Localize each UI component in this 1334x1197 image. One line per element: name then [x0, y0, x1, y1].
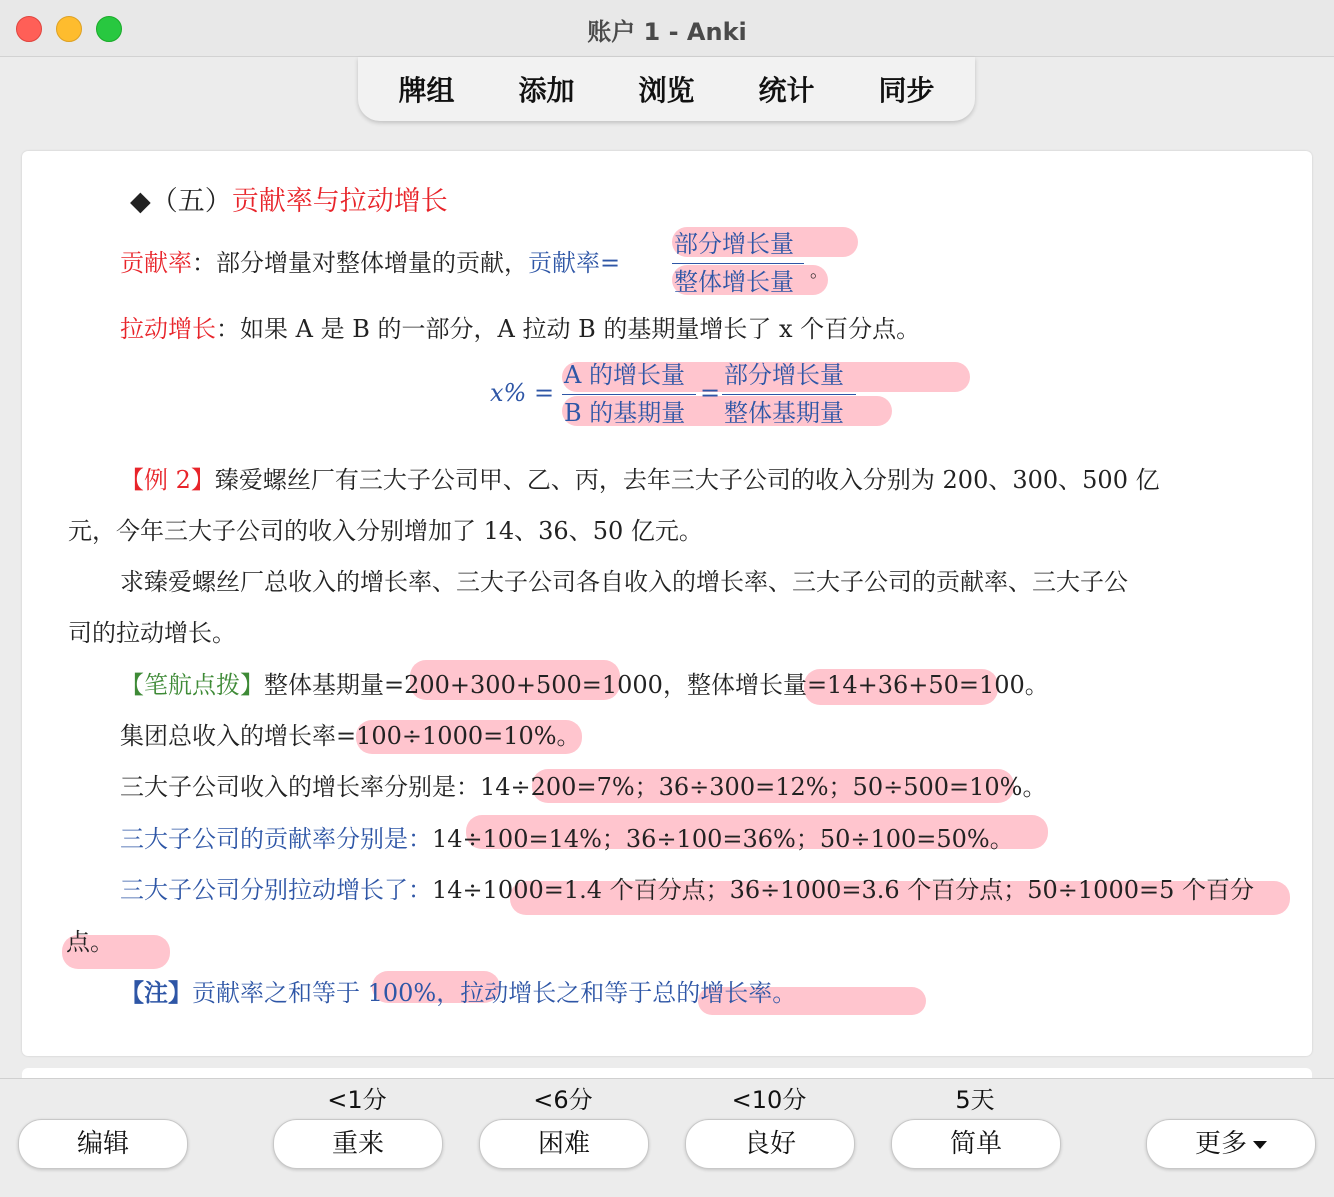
toolbar-stats[interactable]: 统计 [758, 74, 815, 107]
easy-button[interactable]: 简单 [891, 1119, 1061, 1169]
example-text-2: 元，今年三大子公司的收入分别增加了 14、36、50 亿元。 [68, 517, 703, 545]
pull-growth-definition [120, 314, 920, 344]
toolbar-sync[interactable]: 同步 [878, 74, 935, 107]
contribution-numerator: 部分增长量 [674, 230, 794, 258]
example-text-1: 臻爱螺丝厂有三大子公司甲、乙、丙，去年三大子公司的收入分别为 200、300、500 亿 [214, 466, 1160, 494]
formula-denominator-2: 整体基期量 [724, 399, 844, 427]
good-button[interactable]: 良好 [685, 1119, 855, 1169]
again-button[interactable]: 重来 [273, 1119, 443, 1169]
tip-line [120, 670, 1049, 700]
note-text: 贡献率之和等于 100%，拉动增长之和等于总的增长率。 [192, 979, 797, 1007]
example-line-1 [120, 465, 1160, 495]
term-contribution: 贡献率 [120, 249, 192, 277]
interval-easy: 5天 [955, 1086, 995, 1114]
fraction-bar [562, 394, 696, 395]
note-line [120, 978, 796, 1008]
fraction-bar [672, 263, 804, 264]
contribution-formula-label: 贡献率= [528, 249, 621, 277]
toolbar-browse[interactable]: 浏览 [638, 74, 695, 107]
main-toolbar [358, 57, 975, 121]
sub-growth-line: 三大子公司收入的增长率分别是：14÷200=7%；36÷300=12%；50÷500=10%。 [120, 773, 1047, 801]
interval-hard: <6分 [533, 1086, 593, 1114]
toolbar-add[interactable]: 添加 [518, 74, 575, 107]
formula-numerator-1: A 的增长量 [564, 361, 685, 389]
interval-good: <10分 [731, 1086, 807, 1114]
heading-bullet: ◆（五） [130, 186, 232, 217]
more-label: 更多 [1194, 1129, 1247, 1159]
card-content [62, 181, 1312, 1013]
more-button[interactable] [1146, 1119, 1316, 1169]
formula-lhs: x% = [490, 379, 555, 407]
pull-results-label: 三大子公司分别拉动增长了： [120, 876, 432, 904]
tip-tag: 【笔航点拨】 [120, 671, 264, 699]
toolbar-decks[interactable]: 牌组 [398, 74, 455, 107]
pull-results-text-1: 14÷1000=1.4 个百分点；36÷1000=3.6 个百分点；50÷1000=5 个百分 [432, 876, 1254, 904]
contribution-text: ：部分增量对整体增量的贡献， [192, 249, 528, 277]
term-pull-growth: 拉动增长 [120, 315, 216, 343]
hard-button[interactable]: 困难 [479, 1119, 649, 1169]
contribution-denominator: 整体增长量 [674, 268, 794, 296]
pull-results-line [120, 875, 1254, 905]
edit-button[interactable]: 编辑 [18, 1119, 188, 1169]
question-text-1: 求臻爱螺丝厂总收入的增长率、三大子公司各自收入的增长率、三大子公司的贡献率、三大子公 [120, 568, 1128, 596]
group-growth-line: 集团总收入的增长率=100÷1000=10%。 [120, 722, 581, 750]
question-text-2: 司的拉动增长。 [68, 619, 236, 647]
formula-numerator-2: 部分增长量 [724, 361, 844, 389]
pull-results-text-2: 点。 [66, 928, 114, 956]
contribution-results-text: 14÷100=14%；36÷100=36%；50÷100=50%。 [432, 825, 1014, 853]
card-edge [22, 1068, 1312, 1078]
contribution-results-line [120, 824, 1014, 854]
note-tag: 【注】 [120, 978, 192, 1007]
formula-denominator-1: B 的基期量 [564, 399, 686, 427]
formula-equals: = [700, 379, 721, 407]
title-bar [0, 0, 1334, 57]
contribution-definition [120, 248, 620, 278]
tip-text: 整体基期量=200+300+500=1000，整体增长量=14+36+50=100。 [264, 671, 1049, 699]
example-tag: 【例 2】 [120, 466, 215, 494]
answer-bar [0, 1078, 1334, 1197]
caret-down-icon [1253, 1141, 1267, 1149]
section-heading [130, 185, 448, 219]
window-title: 账户 1 - Anki [587, 18, 747, 46]
contribution-results-label: 三大子公司的贡献率分别是： [120, 825, 432, 853]
contribution-period: 。 [810, 261, 828, 282]
pull-growth-text: ：如果 A 是 B 的一部分，A 拉动 B 的基期量增长了 x 个百分点。 [216, 315, 921, 343]
interval-again: <1分 [327, 1086, 387, 1114]
heading-title: 贡献率与拉动增长 [231, 186, 448, 217]
fraction-bar [722, 394, 856, 395]
